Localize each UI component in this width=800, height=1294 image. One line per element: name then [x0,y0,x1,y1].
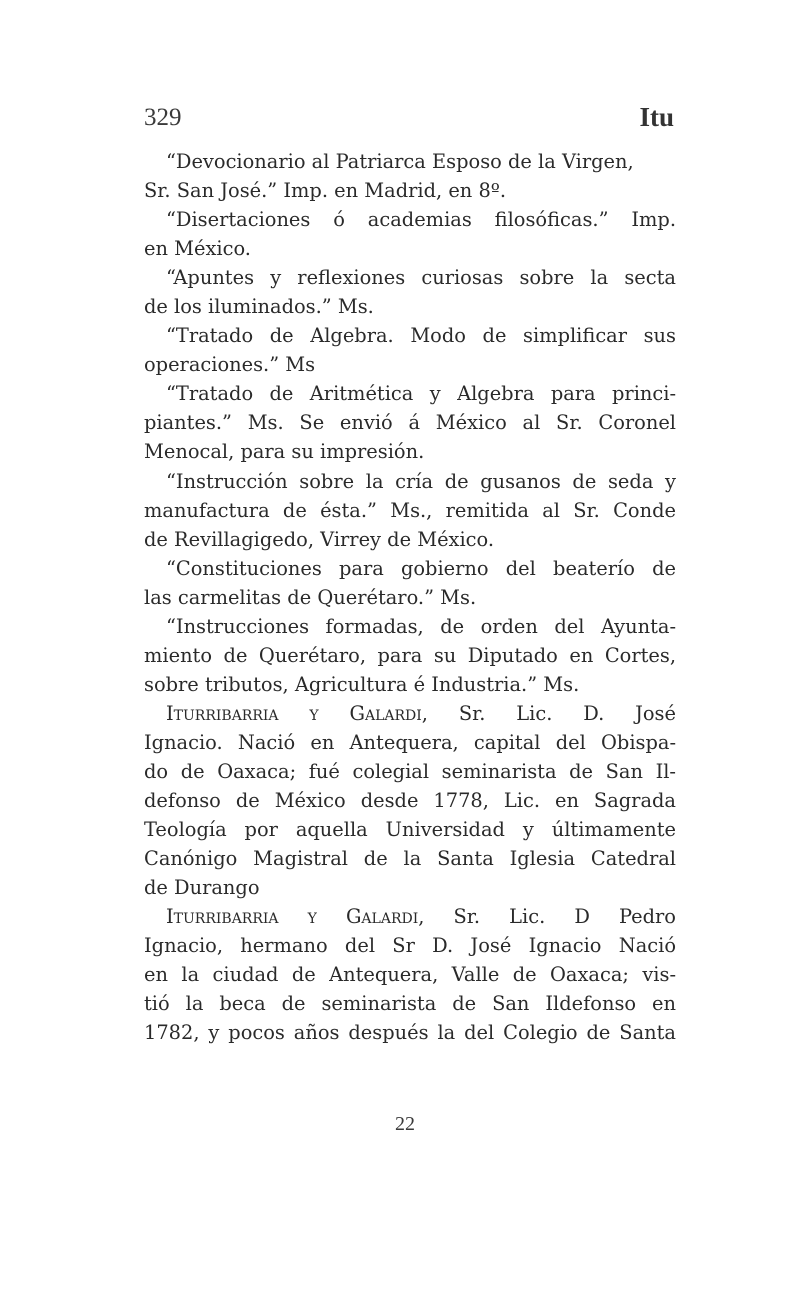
text-line: tió la beca de seminarista de San Ildefonso en [144,992,676,1016]
text-line: “Apuntes y reflexiones curiosas sobre la secta [166,266,676,290]
text-line: “Instrucción sobre la cría de gusanos de seda y [166,469,676,493]
entry-name: Iturribarria y Galardi, [166,701,428,725]
text-line: miento de Querétaro, para su Diputado en Cortes, [144,643,676,667]
text-line: manufactura de ésta.” Ms., remitida al Sr. Conde [144,498,676,522]
text-line: 1782, y pocos años después la del Colegio de Santa [144,1021,676,1045]
text-line: de Revillagigedo, Virrey de México. [144,527,495,551]
running-head: Itu [639,102,674,132]
text-line: “Tratado de Algebra. Modo de simplificar sus [166,324,676,348]
text-line: “Devocionario al Patriarca Esposo de la Virgen, [166,150,634,173]
text-line: defonso de México desde 1778, Lic. en Sagrada [144,789,676,813]
entry-title: Sr. Lic. D Pedro [424,905,676,929]
entry-heading-line [144,699,676,728]
text-line: “Constituciones para gobierno del beaterío de [166,556,676,580]
text-line: Sr. San José.” Imp. en Madrid, en 8º. [144,179,507,203]
body-text [144,147,676,1047]
entry-title: Sr. Lic. D. José [427,701,676,725]
text-line: “Disertaciones ó academias filosóficas.” Imp. [166,208,676,232]
entry-heading-line [144,902,676,931]
text-line: las carmelitas de Querétaro.” Ms. [144,585,477,609]
text-line: en México. [144,237,251,261]
text-line: Teología por aquella Universidad y últimamente [144,818,676,842]
text-line: Ignacio, hermano del Sr D. José Ignacio Nació [144,934,676,958]
entry-name: Iturribarria y Galardi, [166,905,425,929]
text-line: sobre tributos, Agricultura é Industria.” Ms. [144,672,580,696]
signature-mark: 22 [395,1113,415,1135]
text-line: Ignacio. Nació en Antequera, capital del Obispa- [144,730,676,754]
text-line: Canónigo Magistral de la Santa Iglesia Catedral [144,847,676,871]
text-line: Menocal, para su impresión. [144,440,425,464]
text-line: operaciones.” Ms [144,353,316,377]
text-line: de Durango [144,876,260,900]
page-header [144,104,674,138]
text-line: “Tratado de Aritmética y Algebra para princi- [166,382,676,406]
text-line: do de Oaxaca; fué colegial seminarista de San Il- [144,759,676,783]
text-line: de los iluminados.” Ms. [144,295,374,319]
text-line: piantes.” Ms. Se envió á México al Sr. Coronel [144,411,676,435]
text-line: en la ciudad de Antequera, Valle de Oaxaca; vis- [144,963,676,987]
text-line: “Instrucciones formadas, de orden del Ayunta- [166,614,676,638]
page-number: 329 [144,104,182,131]
